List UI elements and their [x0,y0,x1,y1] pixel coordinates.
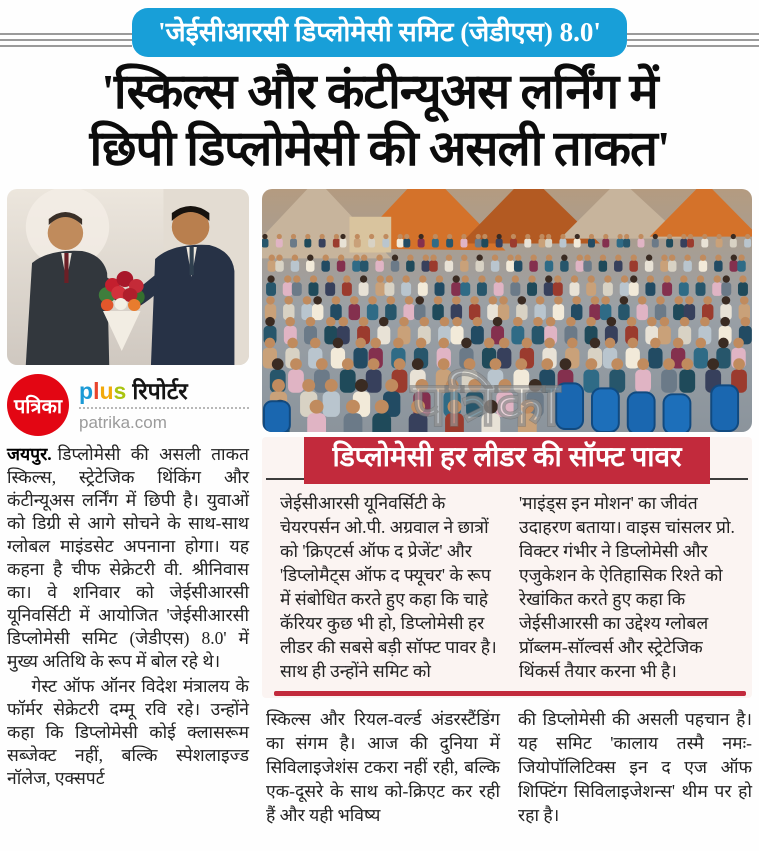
quote-box-left-column: जेईसीआरसी यूनिवर्सिटी के चेयरपर्सन ओ.पी. अग्रवाल ने छात्रों को 'क्रिएटर्स ऑफ द प्रेजेंट' और 'डिप्लोमैट्स ऑफ द फ्यूचर' के रूप में संबोधित करते हुए कहा कि चाहे कॅरियर कुछ भी हो, डिप्लोमेसी हर लीडर की सबसे बड़ी सॉफ्ट पावर है। साथ ही उन्होंने समिट को [280,493,497,681]
headline [0,63,759,177]
paragraph-1 [7,443,249,673]
continuation-columns [262,707,752,827]
paragraph-2: गेस्ट ऑफ ऑनर विदेश मंत्रालय के फॉर्मर सेक्रेटरी दम्मू रवि रहे। उन्होंने कहा कि डिप्लोमेसी कोई क्लासरूम सब्जेक्ट नहीं, बल्कि स्पेशलाइज्ड नॉलेज, एक्सपर्ट [7,676,249,788]
red-divider [274,691,746,696]
patrika-site-link[interactable]: patrika.com [79,412,167,432]
quote-banner-row [262,437,752,483]
kicker-pill: 'जेईसीआरसी डिप्लोमेसी समिट (जेडीएस) 8.0' [132,8,627,57]
byline-right [79,378,249,433]
article-body [0,189,759,827]
quote-box [262,437,752,698]
paragraph-3: स्किल्स और रियल-वर्ल्ड अंडरस्टैंडिंग का संगम है। आज की दुनिया में सिविलाइजेशंस टकरा नहीं रही, बल्कि एक-दूसरे के साथ को-क्रिएट कर रही हैं और यही भविष्य [266,709,500,825]
dotted-rule [79,407,249,409]
bouquet-presentation-photo [7,189,249,365]
paragraph-4: की डिप्लोमेसी की असली पहचान है। यह समिट 'कालाय तस्मै नमः- जियोपॉलिटिक्स इन द एज ऑफ शिफ्टिंग सिविलाइजेशन्स' थीम पर हो रहा है। [518,709,752,825]
byline-block [7,374,249,436]
plus-letter-s: s [113,377,127,404]
audience-photo-graphic [262,189,752,432]
left-rule-lines [0,33,132,47]
audience-photo [262,189,752,432]
headline-line2: छिपी डिप्लोमेसी की असली ताकत' [89,121,670,176]
patrika-logo: पत्रिका [7,374,69,436]
plus-reporter-label [79,378,249,404]
paragraph-1-text: डिप्लोमेसी की असली ताकत स्किल्स, स्ट्रेटेजिक थिंकिंग और कंटीन्यूअस लर्निंग में छिपी है। युवाओं को डिग्री से आगे सोचने के साथ-साथ ग्लोबल माइंडसेट अपनाना होगा। यह कहना है चीफ सेक्रेटरी वी. श्रीनिवास का। वे शनिवार को जेईसीआरसी यूनिवर्सिटी में आयोजित 'जेईसीआरसी डिप्लोमेसी समिट (जेडीएस) 8.0' में मुख्य अतिथि के रूप में बोल रहे थे। [7,444,249,671]
quote-box-right-column: 'माइंड्स इन मोशन' का जीवंत उदाहरण बताया। वाइस चांसलर प्रो. विक्टर गंभीर ने डिप्लोमेसी और एजुकेशन के ऐतिहासिक रिश्ते को रेखांकित करते हुए कहा कि जेईसीआरसी का उद्देश्य ग्लोबल प्रॉब्लम-सॉल्वर्स और स्ट्रेटेजिक थिंकर्स तैयार करना भी है। [519,493,735,681]
plus-letter-p: p [79,377,94,404]
column1-text [7,443,249,790]
plus-letter-u: u [99,377,114,404]
left-column [7,189,249,827]
right-rule-lines [627,33,759,47]
right-column [262,189,752,827]
dateline: जयपुर. [7,444,52,464]
quote-box-columns [262,483,752,687]
headline-line1: 'स्किल्स और कंटीन्यूअस लर्निंग में [101,64,658,119]
bouquet-photo-graphic [7,189,249,365]
photo-watermark: पत्रिका [411,371,560,432]
reporter-label: रिपोर्टर [132,377,188,404]
plus-letter-l: l [93,377,100,404]
quote-box-title: डिप्लोमेसी हर लीडर की सॉफ्ट पावर [304,437,709,484]
kicker-row [0,8,759,57]
